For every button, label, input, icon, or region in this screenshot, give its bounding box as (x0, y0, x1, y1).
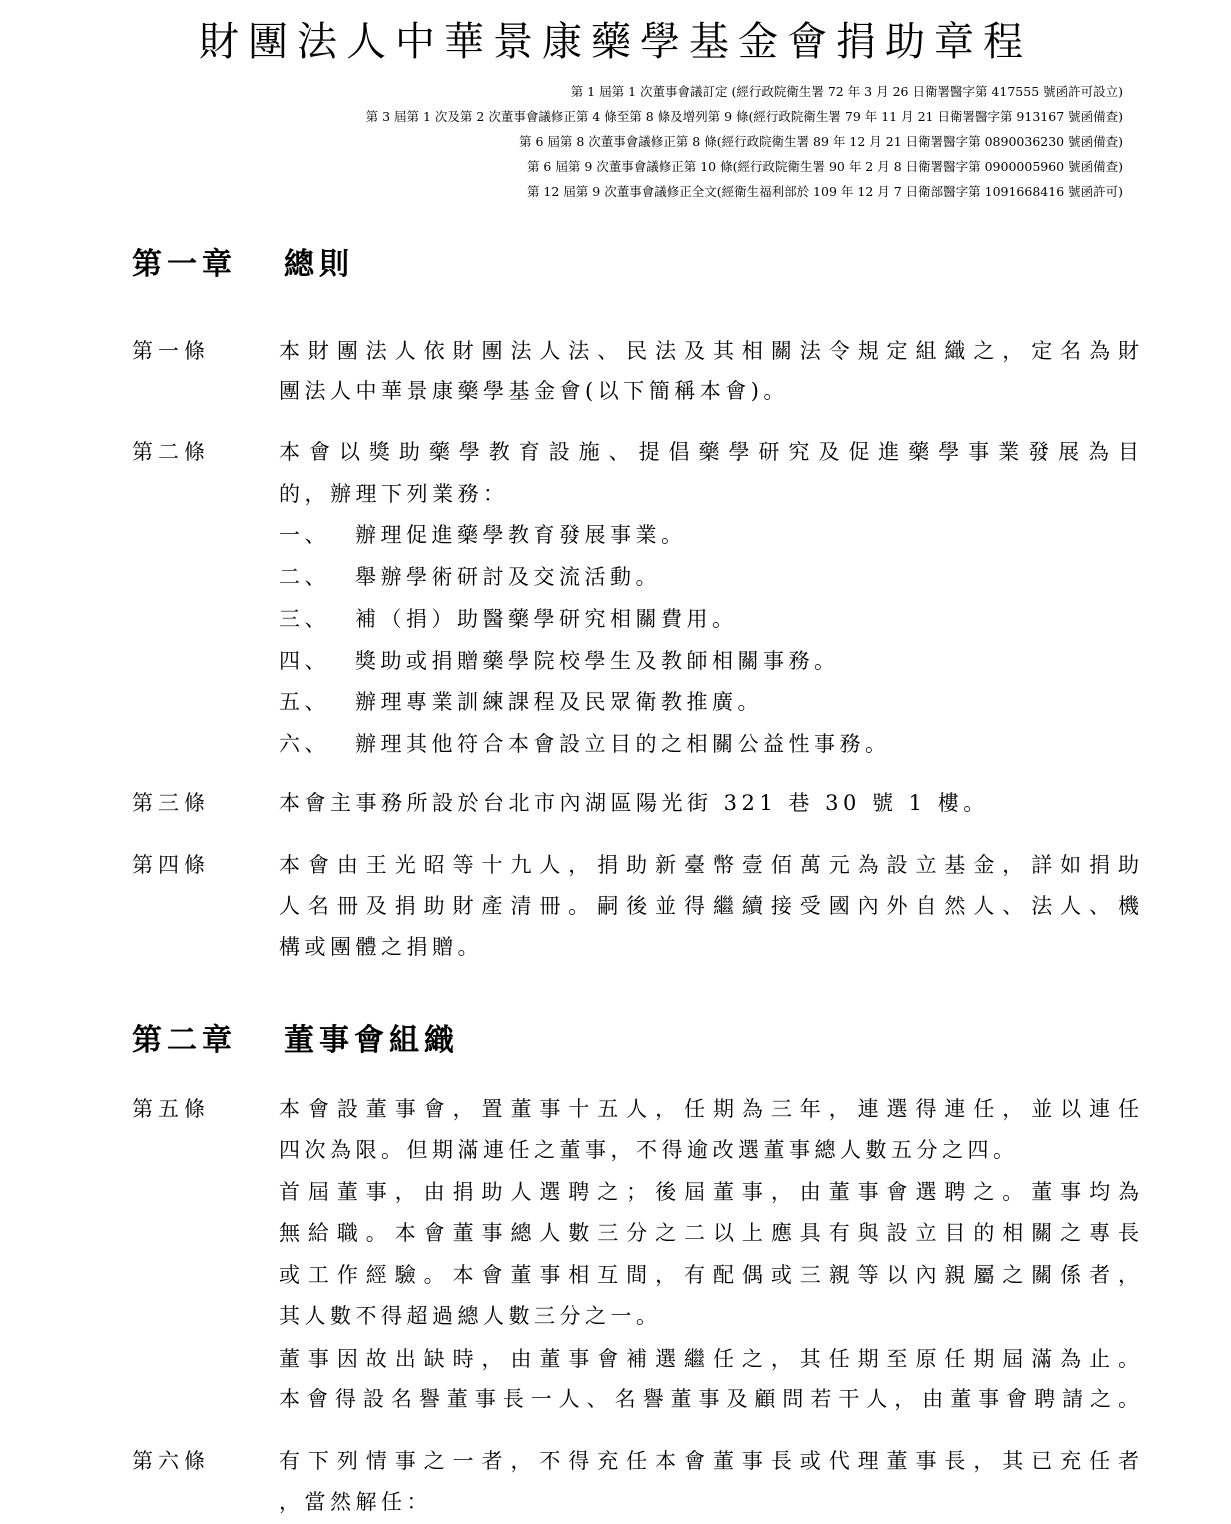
chapter-number: 第一章 (132, 247, 237, 282)
article-text-line: 人名冊及捐助財產清冊。嗣後並得繼續接受國內外自然人、法人、機 (279, 894, 1139, 918)
list-item (279, 730, 1139, 758)
article-text-line: 本會由王光昭等十九人，捐助新臺幣壹佰萬元為設立基金，詳如捐助 (279, 853, 1139, 877)
chapter-title: 總則 (284, 247, 354, 282)
list-item (279, 605, 1139, 633)
article-label: 第二條 (132, 440, 210, 464)
article-text-line: 首屆董事，由捐助人選聘之；後屆董事，由董事會選聘之。董事均為 (279, 1180, 1139, 1204)
article-text-line: ，當然解任： (279, 1490, 432, 1514)
article-text-line: 或工作經驗。本會董事相互間，有配偶或三親等以內親屬之關係者， (279, 1263, 1139, 1287)
article-text-line: 本會設董事會，置董事十五人，任期為三年，連選得連任，並以連任 (279, 1097, 1139, 1121)
list-item-number: 二、 (279, 565, 330, 589)
list-item-text: 補（捐）助醫藥學研究相關費用。 (355, 607, 738, 631)
article-label: 第五條 (132, 1097, 210, 1121)
article-text-line: 的，辦理下列業務： (279, 482, 509, 506)
chapter-heading (132, 1021, 459, 1061)
list-item (279, 563, 1139, 591)
article-label: 第三條 (132, 791, 210, 815)
list-item-text: 舉辦學術研討及交流活動。 (355, 565, 661, 589)
amendment-note: 第 3 屆第 1 次及第 2 次董事會議修正第 4 條至第 8 條及增列第 9 條(經行政院衛生署 79 年 11 月 21 日衛署醫字第 913167 號函備查) (365, 109, 1123, 124)
article-text-line: 團法人中華景康藥學基金會(以下簡稱本會)。 (279, 379, 789, 403)
article-text-line: 本財團法人依財團法人法、民法及其相關法令規定組織之，定名為財 (279, 339, 1139, 363)
article-label: 第四條 (132, 853, 210, 877)
article-text-line: 本會以獎助藥學教育設施、提倡藥學研究及促進藥學事業發展為目 (279, 440, 1139, 464)
article-text-line: 無給職。本會董事總人數三分之二以上應具有與設立目的相關之專長 (279, 1221, 1139, 1245)
article-label: 第一條 (132, 339, 210, 363)
list-item-number: 六、 (279, 732, 330, 756)
list-item-text: 辦理專業訓練課程及民眾衛教推廣。 (355, 690, 763, 714)
article-text-line: 四次為限。但期滿連任之董事，不得逾改選董事總人數五分之四。 (279, 1138, 1019, 1162)
article-text-line: 有下列情事之一者，不得充任本會董事長或代理董事長，其已充任者 (279, 1449, 1139, 1473)
article-text-line: 構或團體之捐贈。 (279, 935, 483, 959)
article-text-line: 董事因故出缺時，由董事會補選繼任之，其任期至原任期屆滿為止。 (279, 1347, 1139, 1371)
list-item-text: 獎助或捐贈藥學院校學生及教師相關事務。 (355, 649, 840, 673)
article-text-line: 本會得設名譽董事長一人、名譽董事及顧問若干人，由董事會聘請之。 (279, 1387, 1139, 1411)
article-text-line: 其人數不得超過總人數三分之一。 (279, 1304, 662, 1328)
list-item-text: 辦理其他符合本會設立目的之相關公益性事務。 (355, 732, 891, 756)
amendment-note: 第 6 屆第 9 次董事會議修正第 10 條(經行政院衛生署 90 年 2 月 8 日衛署醫字第 0900005960 號函備查) (526, 159, 1123, 174)
list-item (279, 647, 1139, 675)
list-item-number: 五、 (279, 690, 330, 714)
amendment-note: 第 6 屆第 8 次董事會議修正第 8 條(經行政院衛生署 89 年 12 月 21 日衛署醫字第 0890036230 號函備查) (519, 134, 1123, 149)
list-item (279, 688, 1139, 716)
article-text-line: 本會主事務所設於台北市內湖區陽光街 321 巷 30 號 1 樓。 (279, 791, 989, 815)
document-title: 財團法人中華景康藥學基金會捐助章程 (199, 19, 1032, 65)
amendment-note: 第 1 屆第 1 次董事會議訂定 (經行政院衛生署 72 年 3 月 26 日衛署醫字第 417555 號函許可設立) (570, 84, 1123, 99)
list-item-number: 一、 (279, 523, 330, 547)
list-item-number: 四、 (279, 649, 330, 673)
article-label: 第六條 (132, 1449, 210, 1473)
list-item (279, 521, 1139, 549)
chapter-title: 董事會組織 (284, 1023, 459, 1058)
chapter-number: 第二章 (132, 1023, 237, 1058)
amendment-note: 第 12 屆第 9 次董事會議修正全文(經衛生福利部於 109 年 12 月 7 日衛部醫字第 1091668416 號函許可) (526, 184, 1123, 199)
list-item-text: 辦理促進藥學教育發展事業。 (355, 523, 687, 547)
chapter-heading (132, 245, 354, 285)
list-item-number: 三、 (279, 607, 330, 631)
